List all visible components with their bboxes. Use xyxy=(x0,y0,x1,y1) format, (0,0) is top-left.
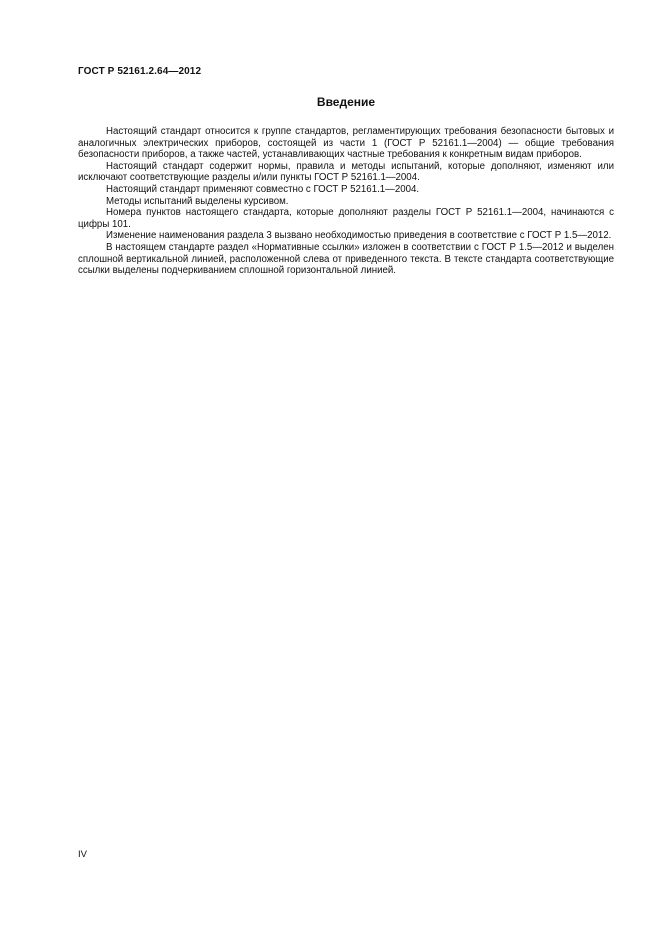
paragraph-section-change: Изменение наименования раздела 3 вызвано необходимостью приведения в соответствие с ГОСТ Р 1.5—2012. xyxy=(106,230,612,242)
page-number: IV xyxy=(78,849,87,860)
paragraph-scope: Настоящий стандарт относится к группе стандартов, регламентирующих требования безопасности бытовых и аналогичных электрических приборов, состоящей из части 1 (ГОСТ Р 52161.1—2004) — общие требования безопасности приборов, а также частей, устанавливающих частные требования к конкретным видам приборов. xyxy=(78,126,614,161)
document-code-header: ГОСТ Р 52161.2.64—2012 xyxy=(78,66,202,77)
paragraph-references: В настоящем стандарте раздел «Нормативные ссылки» изложен в соответствии с ГОСТ Р 1.5—2012 и выделен сплошной вертикальной линией, расположенной слева от приведенного текста. В тексте стандарта соответствующие ссылки выделены подчеркиванием сплошной горизонтальной линией. xyxy=(78,241,614,277)
paragraph-usage: Настоящий стандарт применяют совместно с ГОСТ Р 52161.1—2004. xyxy=(106,183,420,195)
section-title: Введение xyxy=(316,95,376,109)
introduction-body xyxy=(78,126,614,277)
paragraph-test-methods: Методы испытаний выделены курсивом. xyxy=(106,195,289,207)
paragraph-content: Настоящий стандарт содержит нормы, правила и методы испытаний, которые дополняют, изменяют или исключают соответствующие разделы и/или пункты ГОСТ Р 52161.1—2004. xyxy=(78,160,614,184)
paragraph-numbering: Номера пунктов настоящего стандарта, которые дополняют разделы ГОСТ Р 52161.1—2004, начинаются с цифры 101. xyxy=(78,207,614,230)
